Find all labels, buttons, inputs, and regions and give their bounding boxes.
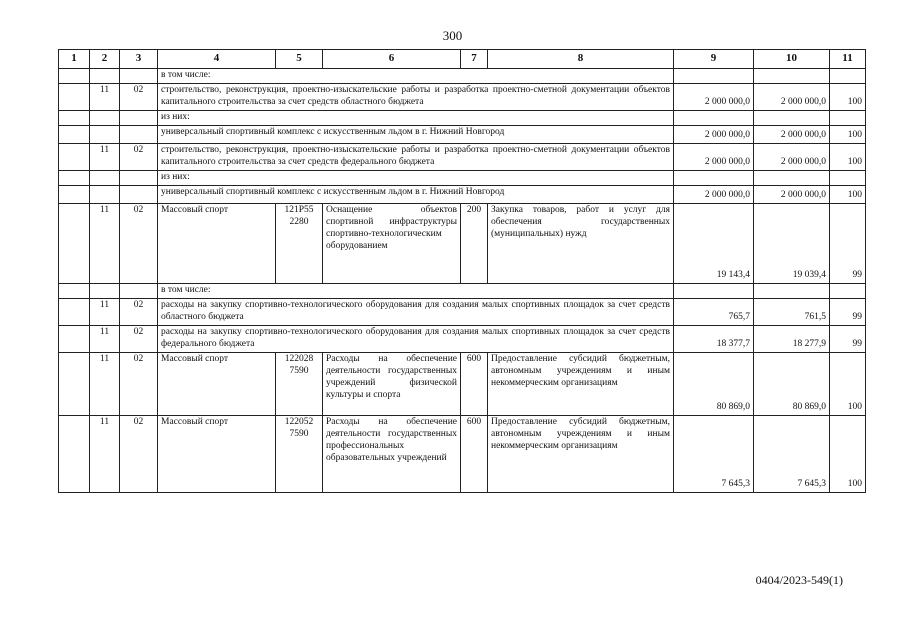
row-description: универсальный спортивный комплекс с искусственным льдом в г. Нижний Новгород <box>158 126 674 144</box>
plan-value: 80 869,0 <box>674 353 754 416</box>
col-header: 7 <box>461 50 488 69</box>
actual-value: 19 039,4 <box>754 204 830 284</box>
col-header: 10 <box>754 50 830 69</box>
expense-type-name: Предоставление субсидий бюджетным, автономным учреждениям и иным некоммерческим организациям <box>488 353 674 416</box>
row-description: строительство, реконструкция, проектно-изыскательские работы и разработка проектно-сметной документации объектов капитального строительства за счет средств федерального бюджета <box>158 144 674 171</box>
header-row <box>59 50 866 69</box>
percent-value: 99 <box>830 204 866 284</box>
percent-value: 100 <box>830 186 866 204</box>
plan-value: 7 645,3 <box>674 416 754 493</box>
expense-description: Расходы на обеспечение деятельности государственных учреждений физической культуры и спорта <box>323 353 461 416</box>
percent-value: 99 <box>830 326 866 353</box>
percent-value: 100 <box>830 126 866 144</box>
subsection-code: 02 <box>120 144 158 171</box>
table-row <box>59 126 866 144</box>
section-code: 11 <box>90 84 120 111</box>
subsection-code: 02 <box>120 326 158 353</box>
table-row <box>59 111 866 126</box>
subheader-text: из них: <box>158 111 674 126</box>
document-code: 0404/2023-549(1) <box>755 573 843 587</box>
section-code: 11 <box>90 353 120 416</box>
subsection-code: 02 <box>120 84 158 111</box>
target-article-code: 121P55 2280 <box>276 204 323 284</box>
program-name: Массовый спорт <box>158 204 276 284</box>
expense-description: Расходы на обеспечение деятельности государственных профессиональных образовательных учреждений <box>323 416 461 493</box>
table-row <box>59 186 866 204</box>
target-article-code: 122028 7590 <box>276 353 323 416</box>
subheader-text: в том числе: <box>158 69 674 84</box>
section-code: 11 <box>90 204 120 284</box>
percent-value: 100 <box>830 353 866 416</box>
col-header: 6 <box>323 50 461 69</box>
row-description: расходы на закупку спортивно-технологического оборудования для создания малых спортивных площадок за счет средств областного бюджета <box>158 299 674 326</box>
plan-value: 19 143,4 <box>674 204 754 284</box>
actual-value: 761,5 <box>754 299 830 326</box>
table-row <box>59 326 866 353</box>
table-row <box>59 284 866 299</box>
actual-value: 2 000 000,0 <box>754 126 830 144</box>
expense-type-code: 600 <box>461 416 488 493</box>
col-header: 4 <box>158 50 276 69</box>
col-header: 1 <box>59 50 90 69</box>
actual-value: 18 277,9 <box>754 326 830 353</box>
subsection-code: 02 <box>120 416 158 493</box>
subheader-text: в том числе: <box>158 284 674 299</box>
section-code: 11 <box>90 326 120 353</box>
actual-value: 2 000 000,0 <box>754 186 830 204</box>
percent-value: 100 <box>830 416 866 493</box>
actual-value: 2 000 000,0 <box>754 144 830 171</box>
table-row <box>59 171 866 186</box>
expense-type-name: Закупка товаров, работ и услуг для обеспечения государственных (муниципальных) нужд <box>488 204 674 284</box>
plan-value: 2 000 000,0 <box>674 186 754 204</box>
section-code: 11 <box>90 416 120 493</box>
subsection-code <box>120 126 158 144</box>
table-row <box>59 69 866 84</box>
row-description: расходы на закупку спортивно-технологического оборудования для создания малых спортивных площадок за счет средств федерального бюджета <box>158 326 674 353</box>
col-header: 2 <box>90 50 120 69</box>
col-header: 3 <box>120 50 158 69</box>
subsection-code: 02 <box>120 353 158 416</box>
col-header: 9 <box>674 50 754 69</box>
expense-type-code: 600 <box>461 353 488 416</box>
table-row <box>59 353 866 416</box>
subsection-code: 02 <box>120 204 158 284</box>
budget-table <box>58 49 866 493</box>
target-article-code: 122052 7590 <box>276 416 323 493</box>
subheader-text: из них: <box>158 171 674 186</box>
actual-value: 80 869,0 <box>754 353 830 416</box>
percent-value: 100 <box>830 84 866 111</box>
plan-value: 2 000 000,0 <box>674 84 754 111</box>
plan-value: 2 000 000,0 <box>674 126 754 144</box>
subsection-code <box>120 186 158 204</box>
actual-value: 2 000 000,0 <box>754 84 830 111</box>
section-code: 11 <box>90 299 120 326</box>
table-row <box>59 84 866 111</box>
program-name: Массовый спорт <box>158 353 276 416</box>
percent-value: 99 <box>830 299 866 326</box>
expense-type-code: 200 <box>461 204 488 284</box>
percent-value: 100 <box>830 144 866 171</box>
section-code <box>90 186 120 204</box>
expense-type-name: Предоставление субсидий бюджетным, автономным учреждениям и иным некоммерческим организациям <box>488 416 674 493</box>
col-header: 5 <box>276 50 323 69</box>
row-description: строительство, реконструкция, проектно-изыскательские работы и разработка проектно-сметной документации объектов капитального строительства за счет средств областного бюджета <box>158 84 674 111</box>
actual-value: 7 645,3 <box>754 416 830 493</box>
page-number: 300 <box>442 28 463 43</box>
table-row <box>59 144 866 171</box>
expense-description: Оснащение объектов спортивной инфраструктуры спортивно-технологическим оборудованием <box>323 204 461 284</box>
section-code <box>90 126 120 144</box>
program-name: Массовый спорт <box>158 416 276 493</box>
col-header: 11 <box>830 50 866 69</box>
plan-value: 2 000 000,0 <box>674 144 754 171</box>
subsection-code: 02 <box>120 299 158 326</box>
table-row <box>59 299 866 326</box>
row-description: универсальный спортивный комплекс с искусственным льдом в г. Нижний Новгород <box>158 186 674 204</box>
plan-value: 18 377,7 <box>674 326 754 353</box>
table-row <box>59 416 866 493</box>
col-header: 8 <box>488 50 674 69</box>
plan-value: 765,7 <box>674 299 754 326</box>
table-row <box>59 204 866 284</box>
section-code: 11 <box>90 144 120 171</box>
